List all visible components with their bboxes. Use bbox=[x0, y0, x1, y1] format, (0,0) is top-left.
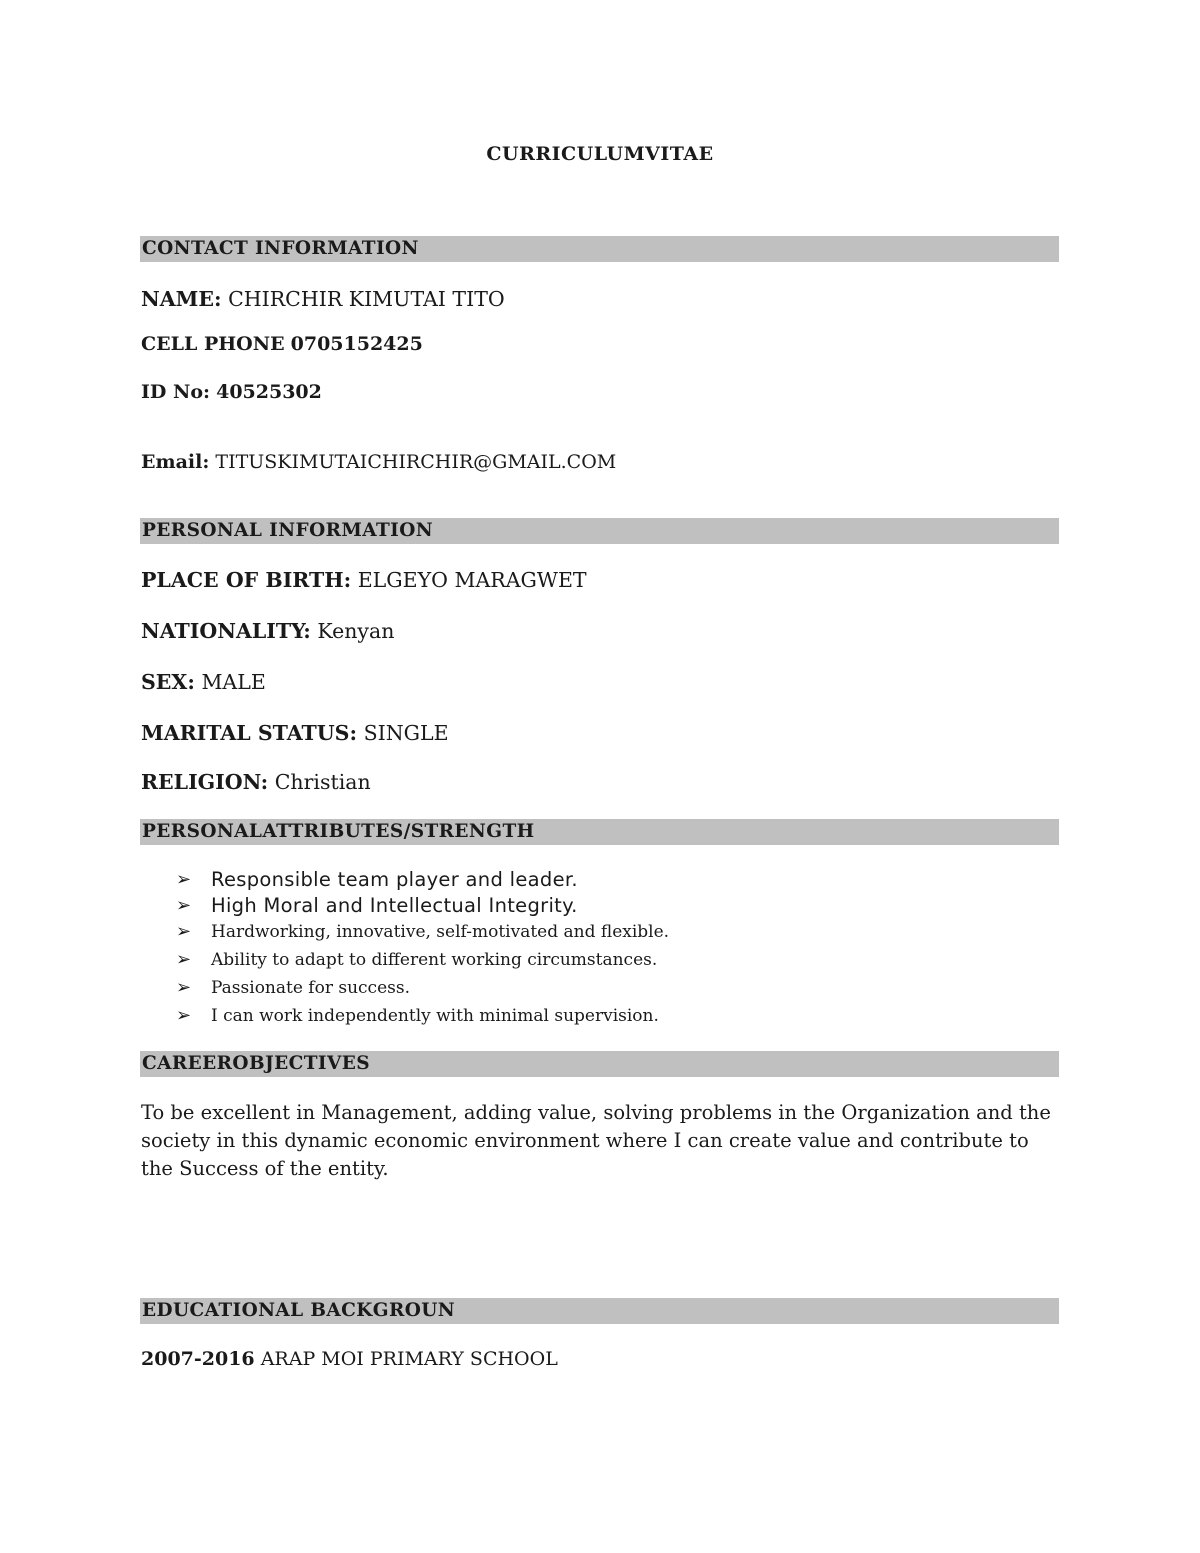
marital-field bbox=[141, 721, 449, 745]
arrow-bullet-icon: ➢ bbox=[176, 869, 192, 890]
list-item bbox=[176, 974, 1056, 1002]
birth-value: ELGEYO MARAGWET bbox=[357, 568, 587, 592]
list-item bbox=[176, 918, 1056, 946]
arrow-bullet-icon: ➢ bbox=[176, 949, 192, 970]
section-attributes-heading: PERSONALATTRIBUTES/STRENGTH bbox=[140, 819, 1059, 845]
list-item-text: Hardworking, innovative, self-motivated and flexible. bbox=[211, 922, 670, 942]
list-item-text: I can work independently with minimal supervision. bbox=[211, 1006, 659, 1026]
phone-value: 0705152425 bbox=[290, 333, 423, 355]
id-value: 40525302 bbox=[216, 381, 322, 403]
sex-field bbox=[141, 670, 266, 694]
career-objective-text: To be excellent in Management, adding value, solving problems in the Organization and the society in this dynamic economic environment where I can create value and contribute to the Success of the entity. bbox=[141, 1101, 1051, 1180]
arrow-bullet-icon: ➢ bbox=[176, 1005, 192, 1026]
arrow-bullet-icon: ➢ bbox=[176, 921, 192, 942]
religion-label: RELIGION: bbox=[141, 770, 269, 794]
phone-label: CELL PHONE bbox=[141, 333, 285, 355]
section-contact-heading: CONTACT INFORMATION bbox=[140, 236, 1059, 262]
list-item-text: High Moral and Intellectual Integrity. bbox=[211, 894, 578, 917]
list-item bbox=[176, 892, 1056, 918]
email-value: TITUSKIMUTAICHIRCHIR@GMAIL.COM bbox=[215, 451, 617, 473]
religion-value: Christian bbox=[274, 770, 371, 794]
list-item-text: Ability to adapt to different working circumstances. bbox=[211, 950, 658, 970]
id-field bbox=[141, 381, 322, 403]
sex-label: SEX: bbox=[141, 670, 195, 694]
document-title: CURRICULUMVITAE bbox=[486, 143, 714, 165]
email-field bbox=[141, 451, 616, 473]
nationality-value: Kenyan bbox=[317, 619, 395, 643]
arrow-bullet-icon: ➢ bbox=[176, 977, 192, 998]
nationality-label: NATIONALITY: bbox=[141, 619, 311, 643]
marital-label: MARITAL STATUS: bbox=[141, 721, 358, 745]
email-label: Email: bbox=[141, 451, 210, 473]
sex-value: MALE bbox=[201, 670, 266, 694]
religion-field bbox=[141, 770, 371, 794]
nationality-field bbox=[141, 619, 394, 643]
education-entry bbox=[141, 1348, 558, 1370]
education-school: ARAP MOI PRIMARY SCHOOL bbox=[260, 1348, 558, 1370]
list-item-text: Passionate for success. bbox=[211, 978, 410, 998]
list-item bbox=[176, 866, 1056, 892]
list-item-text: Responsible team player and leader. bbox=[211, 868, 578, 891]
birth-field bbox=[141, 568, 587, 592]
list-item bbox=[176, 946, 1056, 974]
phone-field bbox=[141, 333, 423, 355]
arrow-bullet-icon: ➢ bbox=[176, 895, 192, 916]
birth-label: PLACE OF BIRTH: bbox=[141, 568, 352, 592]
section-career-heading: CAREEROBJECTIVES bbox=[140, 1051, 1059, 1077]
section-personal-heading: PERSONAL INFORMATION bbox=[140, 518, 1059, 544]
list-item bbox=[176, 1002, 1056, 1030]
name-value: CHIRCHIR KIMUTAI TITO bbox=[228, 287, 505, 311]
id-label: ID No: bbox=[141, 381, 211, 403]
attributes-list bbox=[176, 866, 1056, 1030]
marital-value: SINGLE bbox=[363, 721, 449, 745]
name-field bbox=[141, 287, 505, 311]
section-education-heading: EDUCATIONAL BACKGROUN bbox=[140, 1298, 1059, 1324]
name-label: NAME: bbox=[141, 287, 222, 311]
education-years: 2007-2016 bbox=[141, 1348, 255, 1370]
